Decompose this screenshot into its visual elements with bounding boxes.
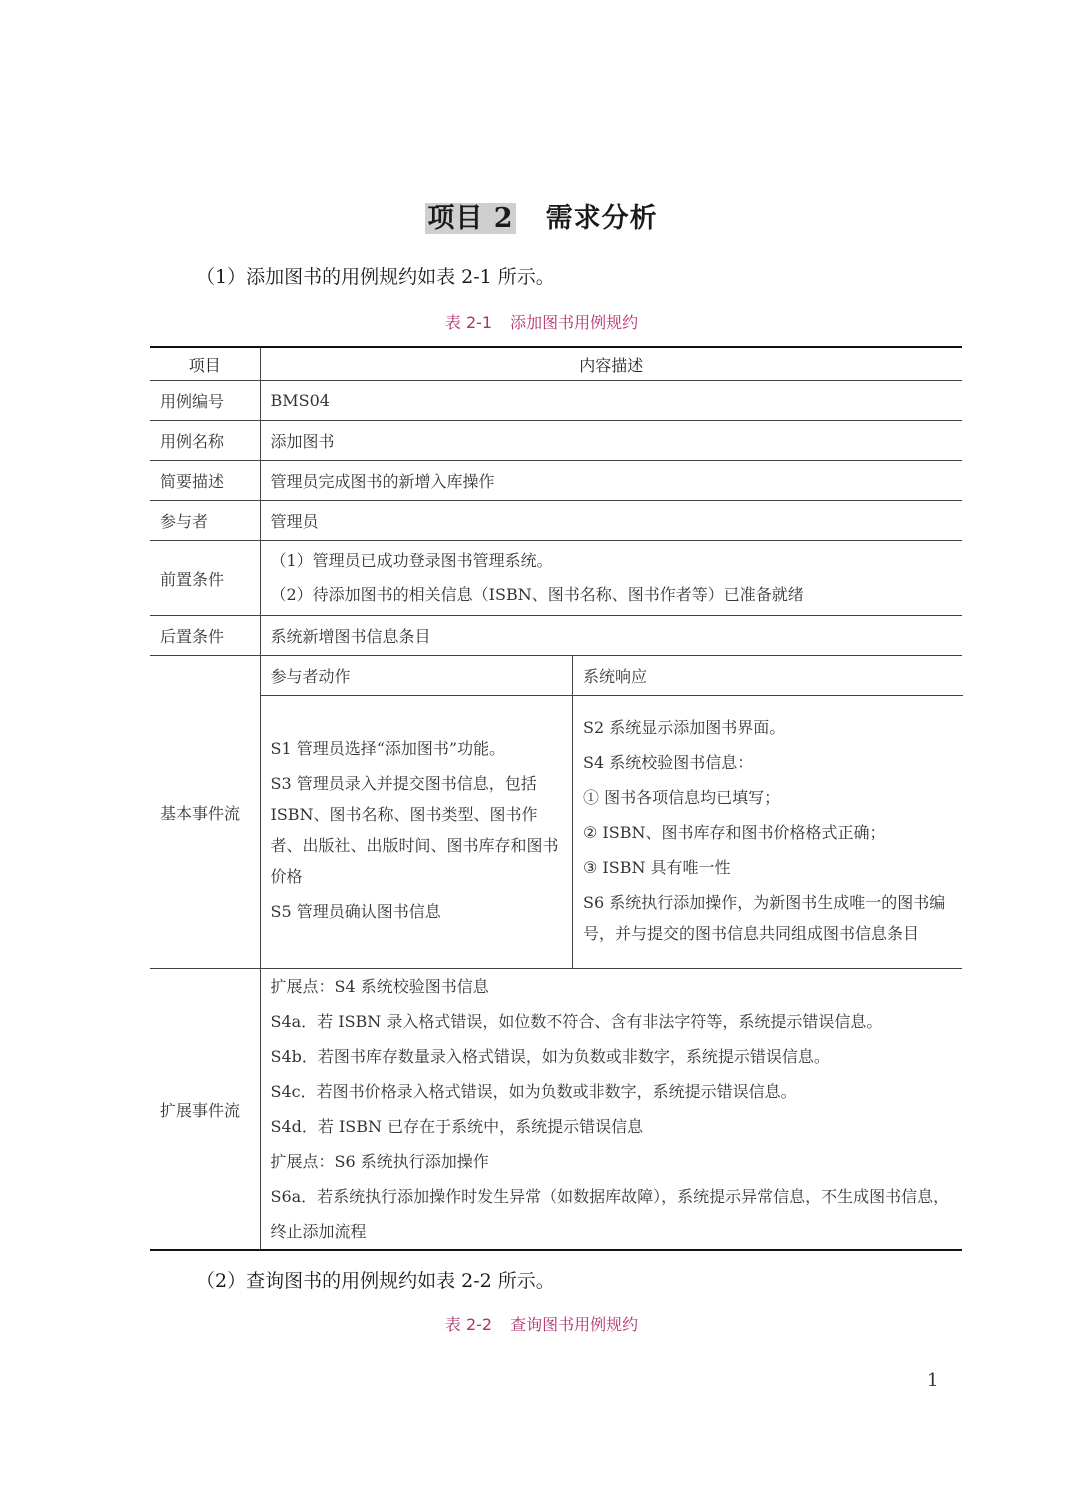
- row-use-case-id: [150, 381, 962, 421]
- label-postcondition: 后置条件: [150, 616, 260, 656]
- header-item: 项目: [150, 347, 260, 381]
- table-caption-1: [0, 310, 1083, 333]
- actor-step: S5 管理员确认图书信息: [270, 902, 441, 921]
- value-extension-flow: [260, 969, 962, 1251]
- system-steps: [573, 696, 963, 969]
- caption-2-text: 查询图书用例规约: [510, 1315, 639, 1334]
- use-case-table: [150, 346, 962, 1251]
- value-precondition: [260, 541, 962, 616]
- value-use-case-id: BMS04: [260, 381, 962, 421]
- system-step: S6 系统执行添加操作，为新图书生成唯一的图书编号，并与提交的图书信息共同组成图书信息条目: [583, 892, 946, 943]
- label-actor: 参与者: [150, 501, 260, 541]
- caption-1-text: 添加图书用例规约: [510, 313, 639, 332]
- system-step: S4 系统校验图书信息：: [583, 752, 754, 772]
- value-postcondition: 系统新增图书信息条目: [260, 616, 962, 656]
- label-basic-flow: 基本事件流: [150, 656, 260, 969]
- system-step: ① 图书各项信息均已填写；: [583, 787, 781, 807]
- actor-step: S3 管理员录入并提交图书信息，包括 ISBN、图书名称、图书类型、图书作者、出版社、出版时间、图书库存和图书价格: [270, 774, 559, 886]
- precondition-line: （2）待添加图书的相关信息（ISBN、图书名称、图书作者等）已准备就绪: [270, 585, 804, 604]
- extension-line: S4b．若图书库存数量录入格式错误，如为负数或非数字，系统提示错误信息。: [270, 1047, 830, 1066]
- page-number: 1: [927, 1370, 939, 1391]
- caption-1-label: 表 2-1: [444, 313, 493, 332]
- intro-paragraph-2: （2）查询图书的用例规约如表 2-2 所示。: [196, 1270, 555, 1292]
- extension-line: 扩展点：S4 系统校验图书信息: [270, 977, 489, 996]
- extension-line: S6a．若系统执行添加操作时发生异常（如数据库故障），系统提示异常信息，不生成图书信息，终止添加流程: [270, 1187, 950, 1241]
- row-brief: [150, 461, 962, 501]
- table-header-row: [150, 347, 962, 381]
- system-step: ② ISBN、图书库存和图书价格格式正确；: [583, 822, 886, 842]
- title-prefix: 项目 2: [427, 203, 514, 234]
- value-brief: 管理员完成图书的新增入库操作: [260, 461, 962, 501]
- actor-action-header: 参与者动作: [261, 656, 573, 696]
- extension-line: 扩展点：S6 系统执行添加操作: [270, 1152, 489, 1171]
- row-precondition: [150, 541, 962, 616]
- intro-paragraph-1: （1）添加图书的用例规约如表 2-1 所示。: [196, 266, 555, 288]
- caption-2-label: 表 2-2: [444, 1315, 493, 1334]
- label-precondition: 前置条件: [150, 541, 260, 616]
- title-suffix: 需求分析: [545, 203, 658, 234]
- row-postcondition: [150, 616, 962, 656]
- extension-line: S4a．若 ISBN 录入格式错误，如位数不符合、含有非法字符等，系统提示错误信息。: [270, 1012, 883, 1031]
- row-use-case-name: [150, 421, 962, 461]
- label-extension-flow: 扩展事件流: [150, 969, 260, 1251]
- row-extension-flow: [150, 969, 962, 1251]
- system-step: S2 系统显示添加图书界面。: [583, 717, 786, 737]
- page-title: [0, 196, 1083, 235]
- label-use-case-id: 用例编号: [150, 381, 260, 421]
- row-actor: [150, 501, 962, 541]
- actor-steps: [261, 696, 573, 969]
- label-brief: 简要描述: [150, 461, 260, 501]
- label-use-case-name: 用例名称: [150, 421, 260, 461]
- actor-step: S1 管理员选择“添加图书”功能。: [270, 739, 506, 758]
- extension-line: S4c．若图书价格录入格式错误，如为负数或非数字，系统提示错误信息。: [270, 1082, 797, 1101]
- header-description: 内容描述: [260, 347, 962, 381]
- precondition-line: （1）管理员已成功登录图书管理系统。: [270, 551, 553, 570]
- table-caption-2: [0, 1312, 1083, 1335]
- value-basic-flow: [260, 656, 962, 969]
- extension-line: S4d．若 ISBN 已存在于系统中，系统提示错误信息: [270, 1117, 644, 1136]
- basic-flow-table: [261, 656, 963, 968]
- value-actor: 管理员: [260, 501, 962, 541]
- system-step: ③ ISBN 具有唯一性: [583, 857, 731, 877]
- value-use-case-name: 添加图书: [260, 421, 962, 461]
- row-basic-flow: [150, 656, 962, 969]
- system-response-header: 系统响应: [573, 656, 963, 696]
